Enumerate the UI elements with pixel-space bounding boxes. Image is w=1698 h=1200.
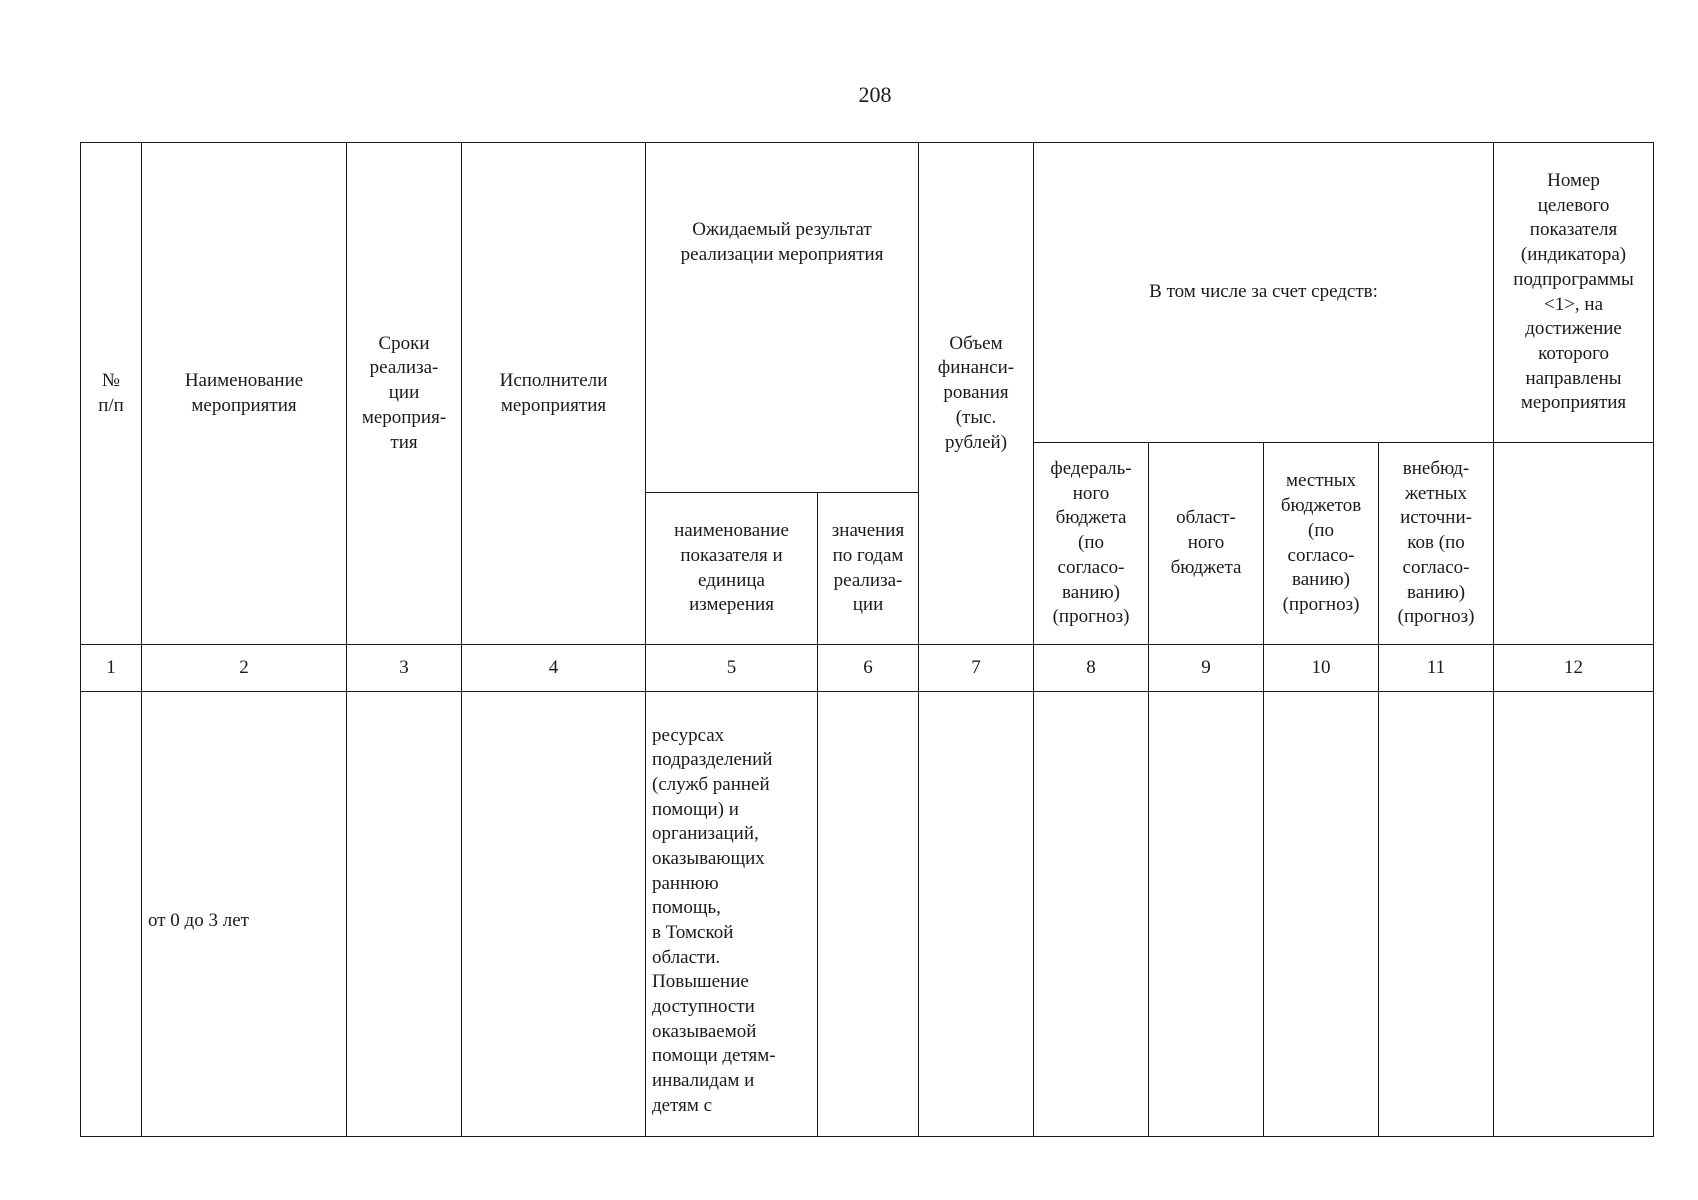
column-number: 7: [919, 645, 1034, 692]
cell-regional-budget: [1149, 692, 1264, 1137]
header-target-indicator: Номер целевого показателя (индикатора) подпрограммы <1>, на достижение которого направлены мероприятия: [1494, 143, 1654, 443]
header-target-indicator-blank: [1494, 443, 1654, 645]
cell-financing-volume: [919, 692, 1034, 1137]
header-measure-name: Наименование мероприятия: [142, 143, 347, 645]
column-number: 12: [1494, 645, 1654, 692]
header-row-1: [81, 143, 1654, 443]
header-financing-volume: Объем финанси- рования (тыс. рублей): [919, 143, 1034, 645]
header-federal-budget: федераль- ного бюджета (по согласо- ванию) (прогноз): [1034, 443, 1149, 645]
cell-measure-name: от 0 до 3 лет: [142, 692, 347, 1137]
column-number: 11: [1379, 645, 1494, 692]
cell-values-by-year: [818, 692, 919, 1137]
column-number: 3: [347, 645, 462, 692]
header-terms: Сроки реализа- ции мероприя- тия: [347, 143, 462, 645]
table-row: [81, 692, 1654, 1137]
column-number: 9: [1149, 645, 1264, 692]
measures-table: [80, 142, 1654, 1137]
header-extrabudgetary: внебюд- жетных источни- ков (по согласо- ванию) (прогноз): [1379, 443, 1494, 645]
page-number: 208: [858, 82, 892, 107]
column-number: 6: [818, 645, 919, 692]
header-number: № п/п: [81, 143, 142, 645]
header-including-funds: В том числе за счет средств:: [1034, 143, 1494, 443]
header-expected-result: Ожидаемый результат реализации мероприятия: [646, 143, 919, 493]
header-regional-budget: област- ного бюджета: [1149, 443, 1264, 645]
header-executors: Исполнители мероприятия: [462, 143, 646, 645]
header-indicator-name: наименование показателя и единица измерения: [646, 493, 818, 645]
column-number: 10: [1264, 645, 1379, 692]
column-number: 5: [646, 645, 818, 692]
cell-number: [81, 692, 142, 1137]
header-local-budgets: местных бюджетов (по согласо- ванию) (прогноз): [1264, 443, 1379, 645]
column-numbers-row: [81, 645, 1654, 692]
column-number: 4: [462, 645, 646, 692]
cell-federal-budget: [1034, 692, 1149, 1137]
cell-indicator-name: ресурсах подразделений (служб ранней помощи) и организаций, оказывающих раннюю помощь, в Томской области. Повышение доступности оказываемой помощи детям- инвалидам и детям с: [646, 692, 818, 1137]
column-number: 1: [81, 645, 142, 692]
column-number: 2: [142, 645, 347, 692]
cell-target-indicator: [1494, 692, 1654, 1137]
cell-local-budgets: [1264, 692, 1379, 1137]
cell-extrabudgetary: [1379, 692, 1494, 1137]
header-values-by-year: значения по годам реализа- ции: [818, 493, 919, 645]
cell-executors: [462, 692, 646, 1137]
column-number: 8: [1034, 645, 1149, 692]
cell-terms: [347, 692, 462, 1137]
